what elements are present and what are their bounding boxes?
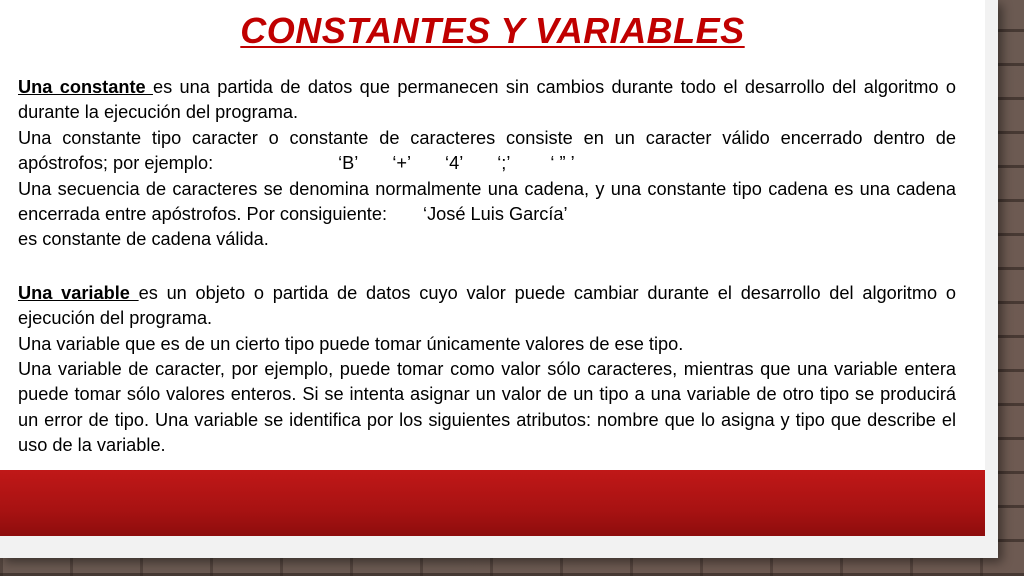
variable-tipo-paragraph: Una variable que es de un cierto tipo puede tomar únicamente valores de ese tipo. xyxy=(18,333,684,354)
constante-cadena-text: Una secuencia de caracteres se denomina normalmente una cadena, y una constante tipo cadena es una cadena encerrada entre apóstrofos. Por consiguiente: xyxy=(18,178,956,225)
example-char-2: ‘+’ xyxy=(392,153,412,174)
constante-cadena-closing: es constante de cadena válida. xyxy=(18,229,269,250)
example-char-5: ‘ ” ’ xyxy=(550,153,575,174)
red-footer-band xyxy=(0,470,985,536)
paragraph-gap xyxy=(18,253,956,281)
slide-title: CONSTANTES Y VARIABLES xyxy=(240,10,745,51)
constante-term: Una constante xyxy=(18,77,153,97)
variable-term: Una variable xyxy=(18,282,139,303)
example-char-1: ‘B’ xyxy=(338,153,359,174)
constante-caracter-text: Una constante tipo caracter o constante de caracteres consiste en un caracter válido encerrado dentro de apóstrofos; por ejemplo: xyxy=(18,127,956,174)
slide-body xyxy=(18,75,956,459)
constante-cadena-paragraph xyxy=(18,177,956,228)
example-char-3: ‘4’ xyxy=(445,153,464,174)
variable-definition-text: es un objeto o partida de datos cuyo valor puede cambiar durante el desarrollo del algoritmo o ejecución del programa. xyxy=(18,282,956,329)
variable-definition xyxy=(18,281,956,332)
example-char-4: ‘;’ xyxy=(497,153,511,174)
constante-caracter-paragraph xyxy=(18,126,956,177)
constante-definition xyxy=(18,75,956,126)
variable-ejemplo-paragraph: Una variable de caracter, por ejemplo, puede tomar como valor sólo caracteres, mientras que una variable entera puede tomar sólo valores enteros. Si se intenta asignar un valor de un tipo a una variable de otro tipo se producirá un error de tipo. Una variable se identifica por los siguientes atributos: nombre que lo asigna y tipo que describe el uso de la variable. xyxy=(18,359,956,456)
example-string: ‘José Luis García’ xyxy=(423,204,568,225)
constante-definition-text: es una partida de datos que permanecen sin cambios durante todo el desarrollo del algoritmo o durante la ejecución del programa. xyxy=(18,77,956,123)
